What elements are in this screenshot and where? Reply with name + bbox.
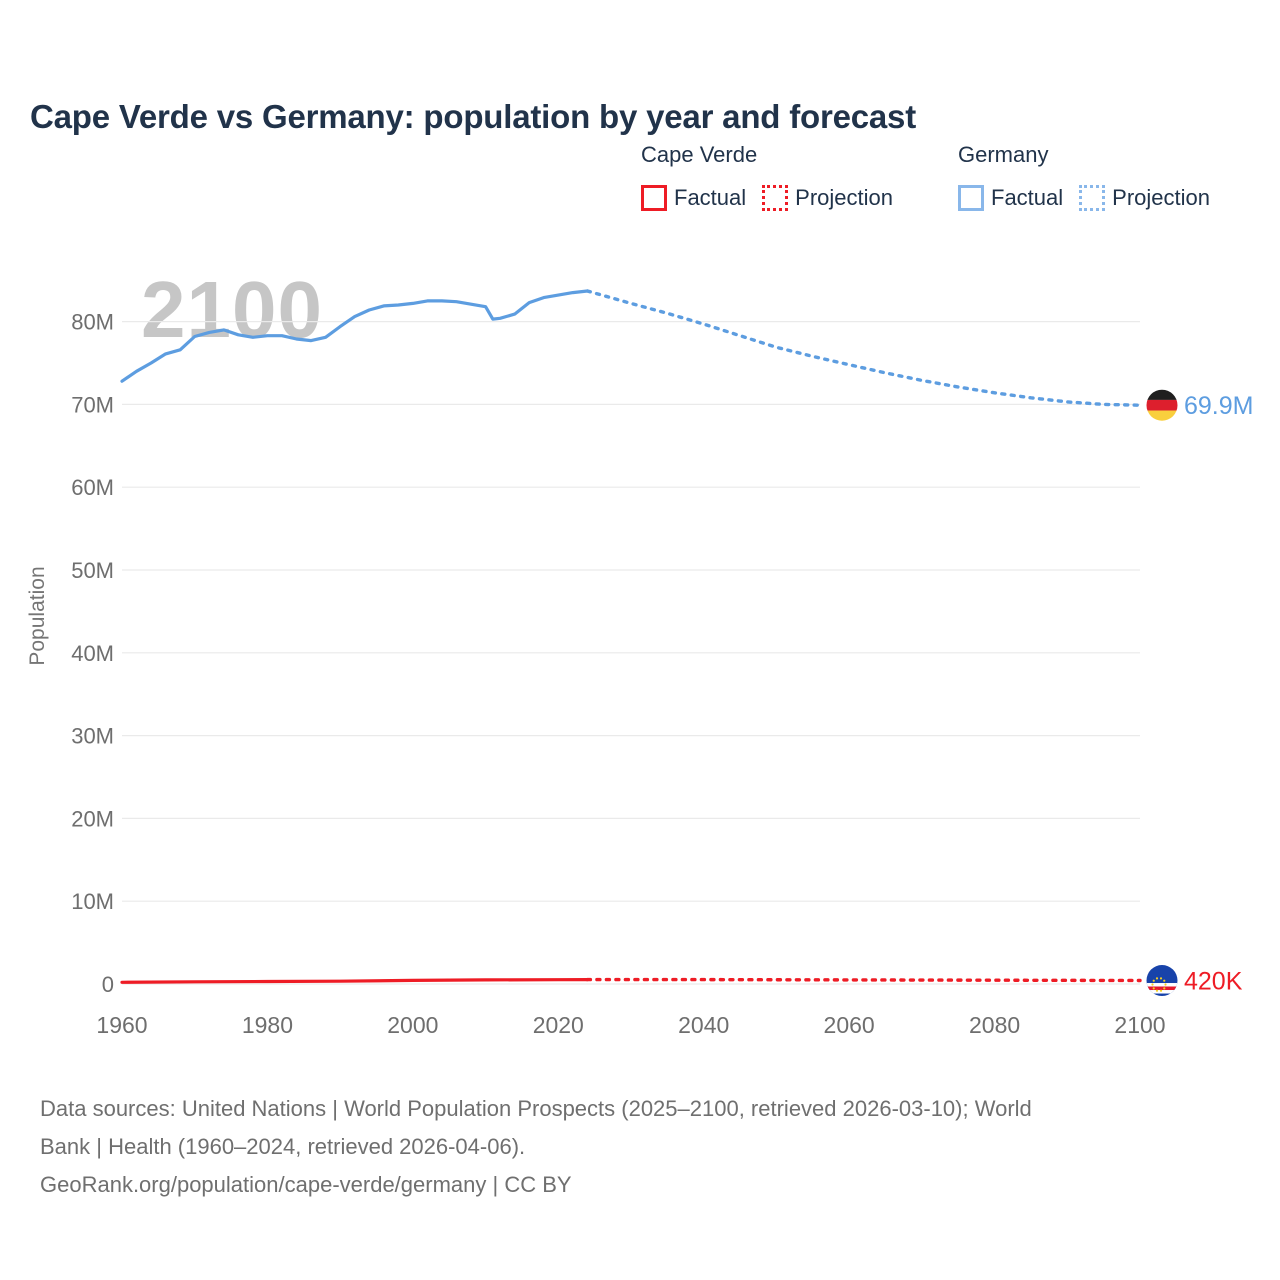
y-tick-label: 40M (71, 640, 114, 666)
x-tick-label: 2060 (823, 1012, 875, 1038)
series-line-germany-factual (122, 291, 587, 381)
y-tick-label: 70M (71, 392, 114, 418)
legend-group-label-cape-verde: Cape Verde (641, 142, 758, 167)
x-tick-label: 1980 (241, 1012, 294, 1038)
cape-verde-flag-icon (1146, 965, 1178, 997)
x-tick-label: 2000 (387, 1012, 439, 1038)
y-axis-tick-labels (71, 310, 114, 997)
legend-group-label-germany: Germany (958, 142, 1049, 167)
y-tick-label: 30M (71, 723, 114, 749)
legend-item-label: Projection (795, 185, 893, 210)
data-sources-footer (40, 1090, 1250, 1204)
x-tick-label: 2080 (968, 1012, 1021, 1038)
germany-flag-icon (1146, 389, 1178, 421)
legend-item-label: Factual (674, 185, 747, 210)
end-value-label-de: 69.9M (1184, 392, 1254, 421)
x-axis-tick-labels (96, 1012, 1165, 1038)
y-tick-label: 10M (71, 889, 114, 915)
series-line-cape-verde-factual (122, 980, 587, 983)
y-tick-label: 50M (71, 558, 114, 583)
page-title: Cape Verde vs Germany: population by year and forecast (30, 98, 917, 136)
end-value-label-cv: 420K (1184, 967, 1243, 996)
footer-link-line: GeoRank.org/population/cape-verde/germany | CC BY (40, 1172, 572, 1197)
y-tick-label: 20M (71, 806, 114, 832)
footer-line: Data sources: United Nations | World Population Prospects (2025–2100, retrieved 2026-03-10); World (40, 1096, 1032, 1121)
series-line-cape-verde-projection (587, 980, 1140, 981)
x-tick-label: 2100 (1114, 1012, 1166, 1038)
x-tick-label: 2040 (678, 1012, 730, 1038)
year-watermark: 2100 (141, 265, 323, 354)
legend-item-label: Factual (991, 185, 1064, 210)
y-tick-label: 60M (71, 475, 114, 501)
y-axis-title: Population (26, 566, 49, 666)
series-line-germany-projection (587, 291, 1140, 405)
y-tick-label: 80M (71, 309, 114, 335)
x-tick-label: 2020 (532, 1012, 584, 1038)
gridlines (122, 322, 1140, 984)
x-tick-label: 1960 (96, 1012, 148, 1038)
footer-line: Bank | Health (1960–2024, retrieved 2026-04-06). (40, 1134, 526, 1159)
legend-item-label: Projection (1112, 185, 1210, 210)
y-tick-label: 0 (101, 972, 114, 997)
